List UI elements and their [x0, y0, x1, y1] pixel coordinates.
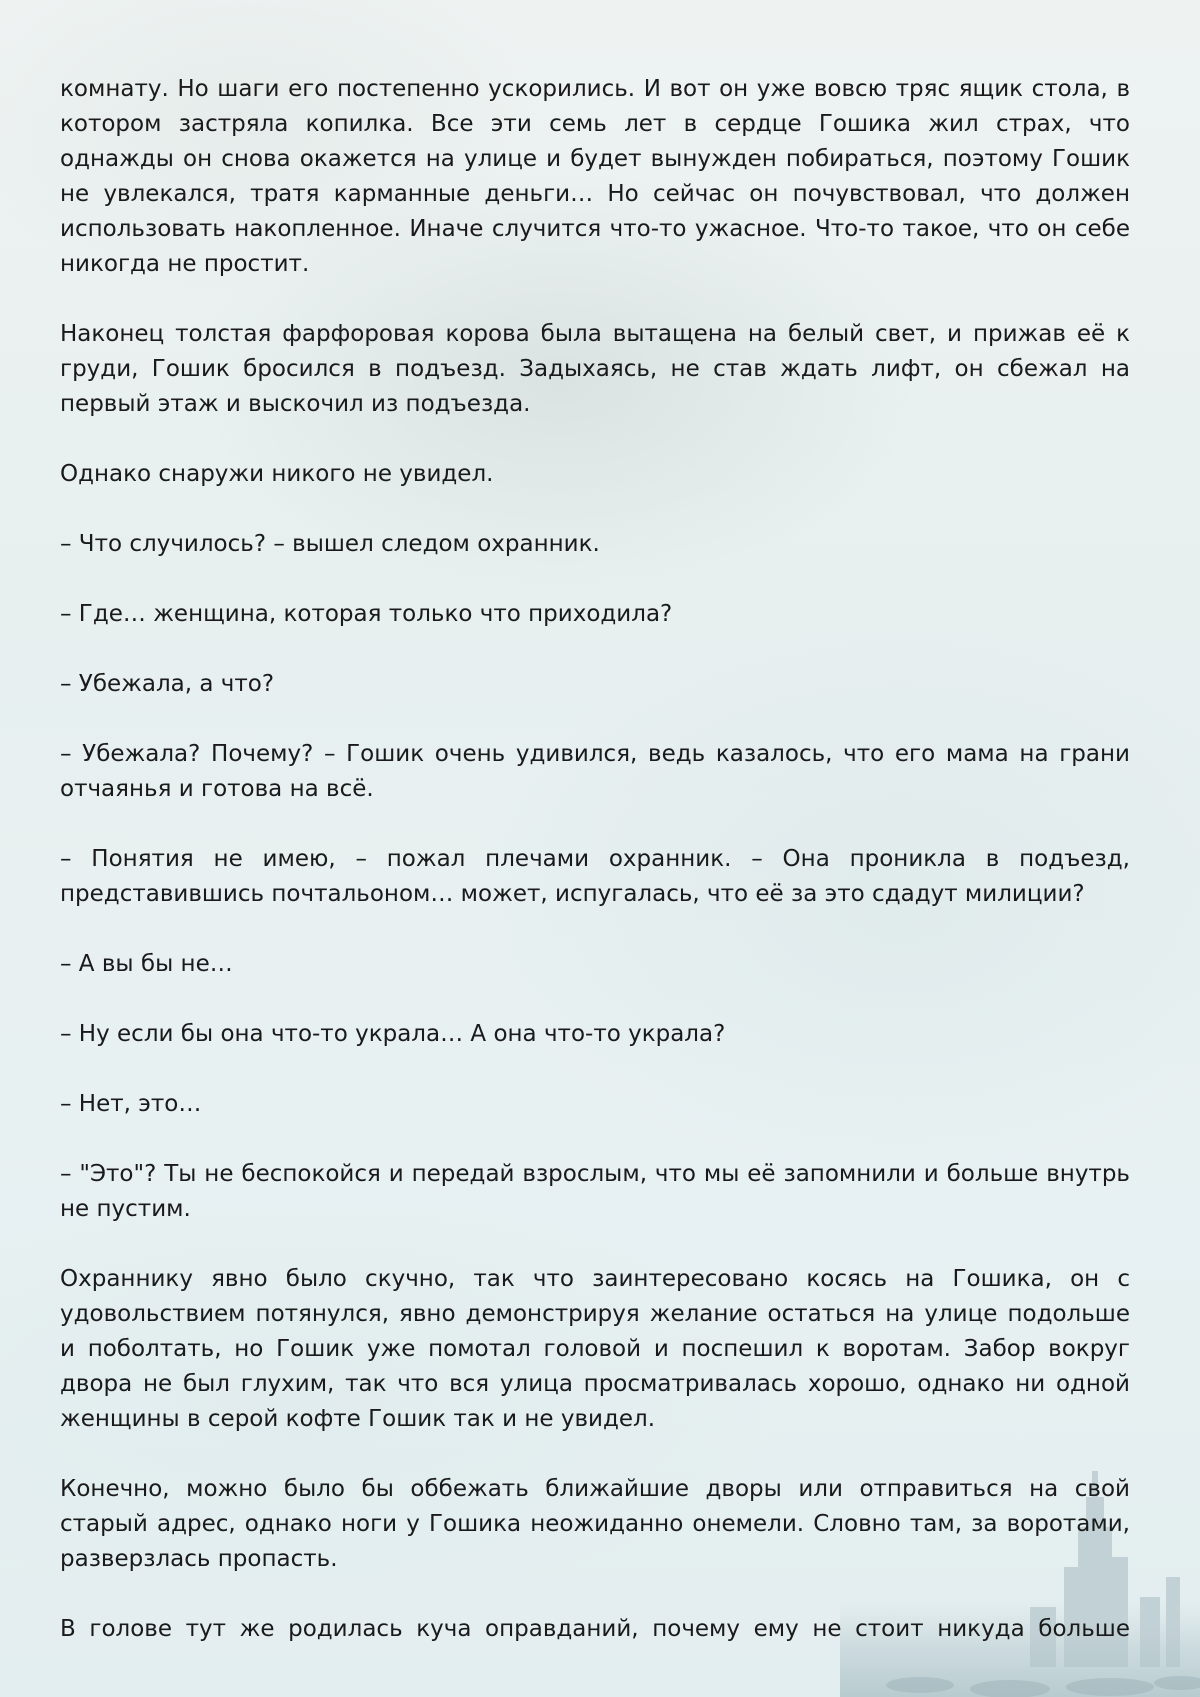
dialogue-line: – Убежала? Почему? – Гошик очень удивился, ведь казалось, что его мама на грани отчаянья и готова на всё.	[60, 741, 1130, 802]
paragraph: Конечно, можно было бы оббежать ближайшие дворы или отправиться на свой старый адрес, однако ноги у Гошика неожиданно онемели. Словно там, за воротами, разверзлась пропасть.	[60, 1476, 1130, 1572]
dialogue-line: – Где… женщина, которая только что приходила?	[60, 601, 673, 627]
dialogue-line: – Нет, это…	[60, 1091, 202, 1117]
paragraph: комнату. Но шаги его постепенно ускорились. И вот он уже вовсю тряс ящик стола, в котором застряла копилка. Все эти семь лет в сердце Гошика жил страх, что однажды он снова окажется на улице и будет вынужден побираться, поэтому Гошик не увлекался, тратя карманные деньги… Но сейчас он почувствовал, что должен использовать накопленное. Иначе случится что-то ужасное. Что-то такое, что он себе никогда не простит.	[60, 76, 1130, 277]
dialogue-line: – Понятия не имею, – пожал плечами охранник. – Она проникла в подъезд, представившись почтальоном… может, испугалась, что её за это сдадут милиции?	[60, 846, 1130, 907]
dialogue-line: – "Это"? Ты не беспокойся и передай взрослым, что мы её запомнили и больше внутрь не пустим.	[60, 1161, 1130, 1222]
paragraph: Однако снаружи никого не увидел.	[60, 461, 494, 487]
dialogue-line: – А вы бы не…	[60, 951, 233, 977]
paragraph: Наконец толстая фарфоровая корова была вытащена на белый свет, и прижав её к груди, Гошик бросился в подъезд. Задыхаясь, не став ждать лифт, он сбежал на первый этаж и выскочил из подъезда.	[60, 321, 1130, 417]
dialogue-line: – Что случилось? – вышел следом охранник.	[60, 531, 600, 557]
paragraph: В голове тут же родилась куча оправданий, почему ему не стоит никуда больше	[60, 1616, 1130, 1642]
dialogue-line: – Ну если бы она что-то украла… А она что-то украла?	[60, 1021, 726, 1047]
document-body	[60, 72, 1130, 1647]
paragraph: Охраннику явно было скучно, так что заинтересовано косясь на Гошика, он с удовольствием потянулся, явно демонстрируя желание остаться на улице подольше и поболтать, но Гошик уже помотал головой и поспешил к воротам. Забор вокруг двора не был глухим, так что вся улица просматривалась хорошо, однако ни одной женщины в серой кофте Гошик так и не увидел.	[60, 1266, 1130, 1432]
dialogue-line: – Убежала, а что?	[60, 671, 275, 697]
